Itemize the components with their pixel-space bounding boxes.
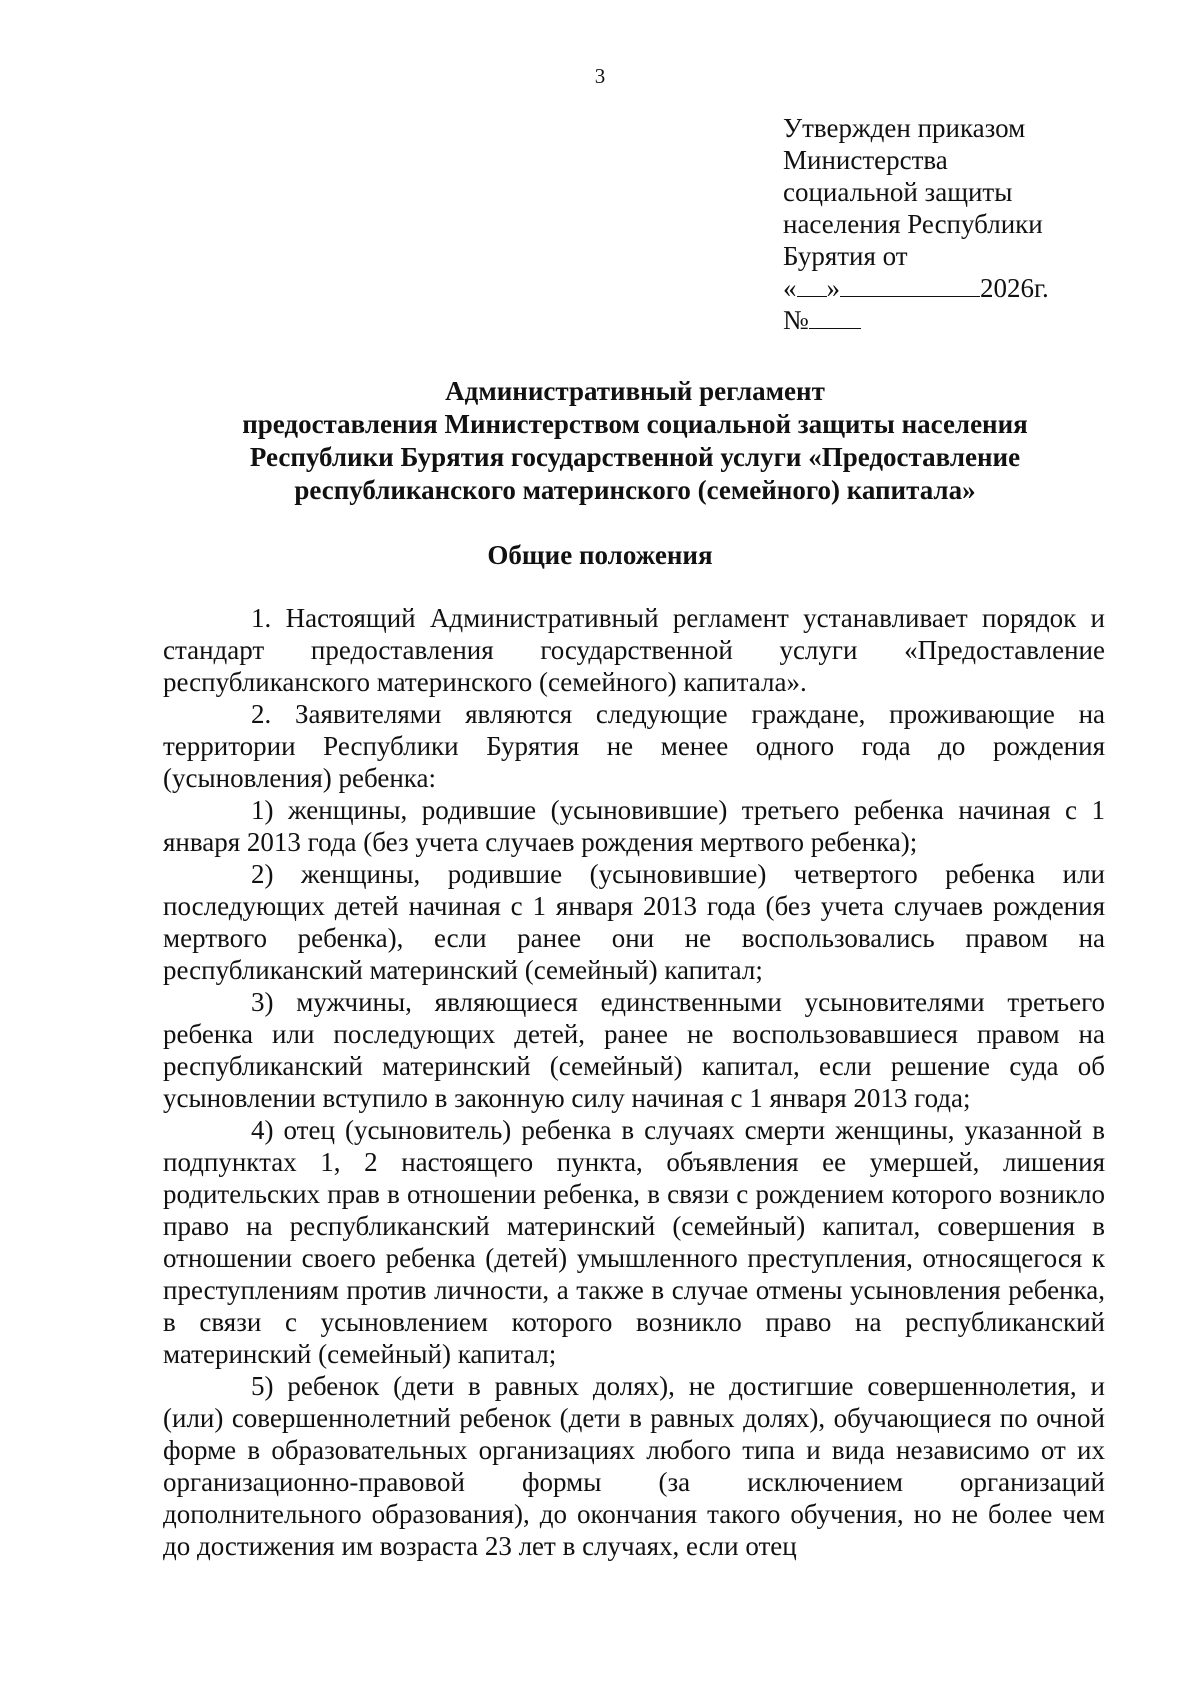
title-line: республиканского материнского (семейного) капитала» [294,475,976,505]
page-number: 3 [594,64,606,88]
month-blank [840,274,980,297]
paragraph: 4) отец (усыновитель) ребенка в случаях смерти женщины, указанной в подпунктах 1, 2 настоящего пункта, объявления ее умершей, лишения родительских прав в отношении ребенка, в связи с рождением которого возникло право на республиканский материнский (семейный) капитал, совершения в отношении своего ребенка (детей) умышленного преступления, относящегося к преступлениям против личности, а также в случае отмены усыновления ребенка, в связи с усыновлением которого возникло право на республиканский материнский (семейный) капитал; [163,1115,1105,1369]
approval-line: Министерства [783,145,948,175]
paragraph: 3) мужчины, являющиеся единственными усыновителями третьего ребенка или последующих детей, ранее не воспользовавшиеся правом на республиканский материнский (семейный) капитал, если решение суда об усыновлении вступило в законную силу начиная с 1 января 2013 года; [163,987,1105,1113]
approval-stamp [783,112,1123,336]
document-body [163,602,1105,1562]
number-sign: № [783,305,809,335]
paragraph: 1. Настоящий Административный регламент устанавливает порядок и стандарт предоставления государственной услуги «Предоставление республиканского материнского (семейного) капитала». [163,603,1105,697]
paragraph: 5) ребенок (дети в равных долях), не достигшие совершеннолетия, и (или) совершеннолетний ребенок (дети в равных долях), обучающиеся по очной форме в образовательных организациях любого типа и вида независимо от их организационно-правовой формы (за исключением организаций дополнительного образования), до окончания такого обучения, но не более чем до достижения им возраста 23 лет в случаях, если отец [163,1371,1105,1561]
title-line: предоставления Министерством социальной защиты населения [242,409,1028,439]
document-title [160,375,1110,507]
title-line: Республики Бурятия государственной услуги «Предоставление [249,442,1021,472]
section-heading: Общие положения [487,540,713,570]
approval-date-line [783,272,1123,304]
approval-number-line [783,304,1123,336]
title-line: Административный регламент [445,376,825,406]
paragraph: 2) женщины, родившие (усыновившие) четвертого ребенка или последующих детей начиная с 1 января 2013 года (без учета случаев рождения мертвого ребенка), если ранее они не воспользовались правом на республиканский материнский (семейный) капитал; [163,859,1105,985]
day-blank [797,274,827,297]
approval-line: населения Республики [783,209,1043,239]
date-open-quote: « [783,273,797,303]
approval-line: социальной защиты [783,177,1013,207]
paragraph: 2. Заявителями являются следующие граждане, проживающие на территории Республики Бурятия не менее одного года до рождения (усыновления) ребенка: [163,699,1105,793]
number-blank [809,306,861,329]
date-close-quote: » [826,273,840,303]
approval-year: 2026г. [980,273,1049,303]
approval-line: Бурятия от [783,241,908,271]
approval-line: Утвержден приказом [783,113,1026,143]
paragraph: 1) женщины, родившие (усыновившие) третьего ребенка начиная с 1 января 2013 года (без учета случаев рождения мертвого ребенка); [163,795,1105,857]
